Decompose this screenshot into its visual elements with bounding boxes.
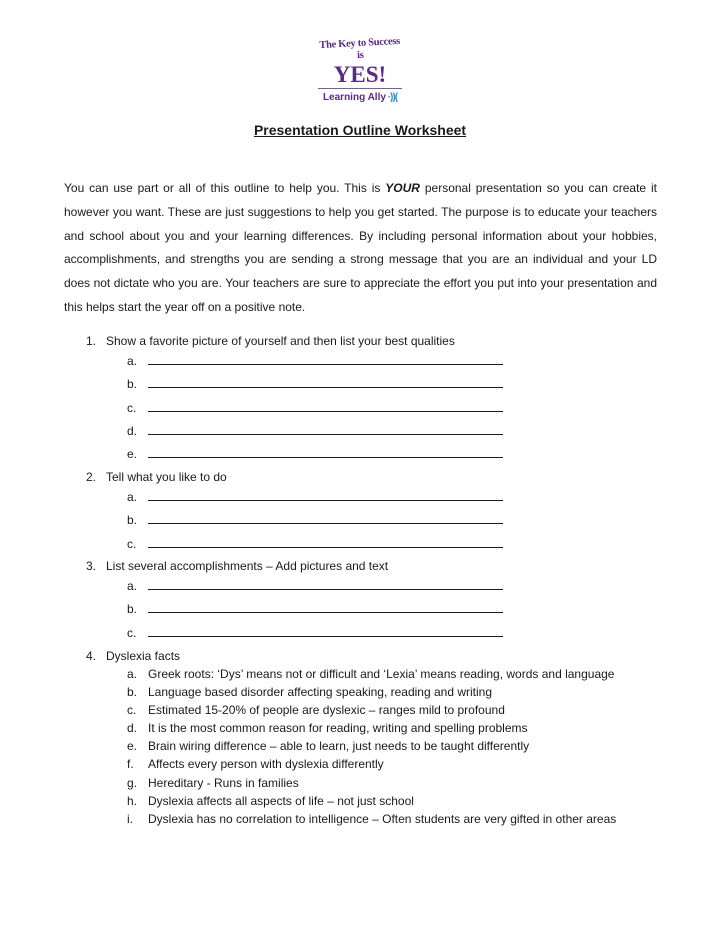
item-letter: f. (127, 757, 134, 771)
answer-line[interactable] (148, 399, 503, 412)
list-item (127, 422, 503, 439)
item-letter: c. (127, 401, 137, 415)
list-item (127, 375, 503, 392)
section-2-heading (86, 469, 227, 485)
section-number: 1. (86, 334, 97, 348)
answer-line[interactable] (148, 445, 503, 458)
fact-text: Language based disorder affecting speaking, reading and writing (148, 685, 493, 699)
answer-line[interactable] (148, 375, 503, 388)
intro-part-2: personal presentation so you can create it however you want. These are just suggestions to help you get started. The purpose is to educate your teachers and school about you and your learning differences. By including personal information about your hobbies, accomplishments, and strengths you are sending a strong message that you are an individual and your LD does not dictate who you are. Your teachers are sure to appreciate the effort you put into your presentation and this helps start the year off on a positive note. (64, 181, 657, 314)
item-letter: b. (127, 513, 138, 527)
intro-emphasis: YOUR (385, 181, 420, 195)
fact-text: It is the most common reason for reading, writing and spelling problems (148, 721, 528, 735)
section-3-heading (86, 558, 388, 574)
list-item (127, 352, 503, 369)
section-text: Tell what you like to do (106, 470, 227, 484)
fact-item (127, 684, 492, 700)
answer-line[interactable] (148, 600, 503, 613)
section-text: List several accomplishments – Add pictures and text (106, 559, 389, 573)
section-1-heading (86, 333, 455, 349)
fact-text: Affects every person with dyslexia differently (148, 757, 384, 771)
answer-line[interactable] (148, 511, 503, 524)
fact-text: Hereditary - Runs in families (148, 776, 299, 790)
list-item (127, 445, 503, 462)
fact-item (127, 793, 414, 809)
fact-item (127, 738, 529, 754)
section-number: 4. (86, 649, 97, 663)
item-letter: i. (127, 812, 133, 826)
fact-text: Dyslexia has no correlation to intelligence – Often students are very gifted in other areas (148, 812, 617, 826)
item-letter: b. (127, 377, 138, 391)
list-item (127, 511, 503, 528)
fact-item (127, 775, 299, 791)
list-item (127, 624, 503, 641)
answer-line[interactable] (148, 577, 503, 590)
list-item (127, 535, 503, 552)
item-letter: d. (127, 721, 138, 735)
logo-divider (318, 88, 402, 89)
item-letter: a. (127, 490, 138, 504)
item-letter: a. (127, 354, 138, 368)
item-letter: c. (127, 703, 137, 717)
item-letter: c. (127, 537, 137, 551)
fact-text: Dyslexia affects all aspects of life – not just school (148, 794, 414, 808)
page-title: Presentation Outline Worksheet (253, 122, 467, 138)
list-item (127, 399, 503, 416)
fact-item (127, 666, 614, 682)
section-4-heading (86, 648, 180, 664)
item-letter: g. (127, 776, 138, 790)
section-text: Dyslexia facts (106, 649, 181, 663)
item-letter: h. (127, 794, 138, 808)
fact-text: Greek roots: ‘Dys’ means not or difficult and ‘Lexia’ means reading, words and language (148, 667, 615, 681)
item-letter: b. (127, 602, 138, 616)
answer-line[interactable] (148, 352, 503, 365)
fact-item (127, 720, 528, 736)
item-letter: e. (127, 739, 138, 753)
logo-tagline: The Key to Success is (319, 35, 401, 62)
answer-line[interactable] (148, 488, 503, 501)
logo-yes: YES! (333, 62, 387, 87)
fact-text: Brain wiring difference – able to learn, just needs to be taught differently (148, 739, 530, 753)
answer-line[interactable] (148, 535, 503, 548)
fact-item (127, 702, 505, 718)
item-letter: c. (127, 626, 137, 640)
section-text: Show a favorite picture of yourself and then list your best qualities (106, 334, 455, 348)
item-letter: b. (127, 685, 138, 699)
sound-waves-icon: ·))( (385, 92, 398, 103)
fact-text: Estimated 15-20% of people are dyslexic – ranges mild to profound (148, 703, 505, 717)
learning-ally-logo (318, 35, 402, 106)
answer-line[interactable] (148, 422, 503, 435)
logo-brand-name: Learning Ally (322, 92, 386, 103)
item-letter: e. (127, 447, 138, 461)
item-letter: a. (127, 579, 138, 593)
item-letter: d. (127, 424, 138, 438)
fact-item (127, 811, 616, 827)
fact-item (127, 756, 384, 772)
list-item (127, 488, 503, 505)
item-letter: a. (127, 667, 138, 681)
intro-part-1: You can use part or all of this outline to help you. This is (64, 181, 386, 195)
section-number: 3. (86, 559, 97, 573)
answer-line[interactable] (148, 624, 503, 637)
logo-brand (318, 91, 402, 104)
section-number: 2. (86, 470, 97, 484)
list-item (127, 577, 503, 594)
list-item (127, 600, 503, 617)
intro-paragraph (64, 177, 657, 320)
